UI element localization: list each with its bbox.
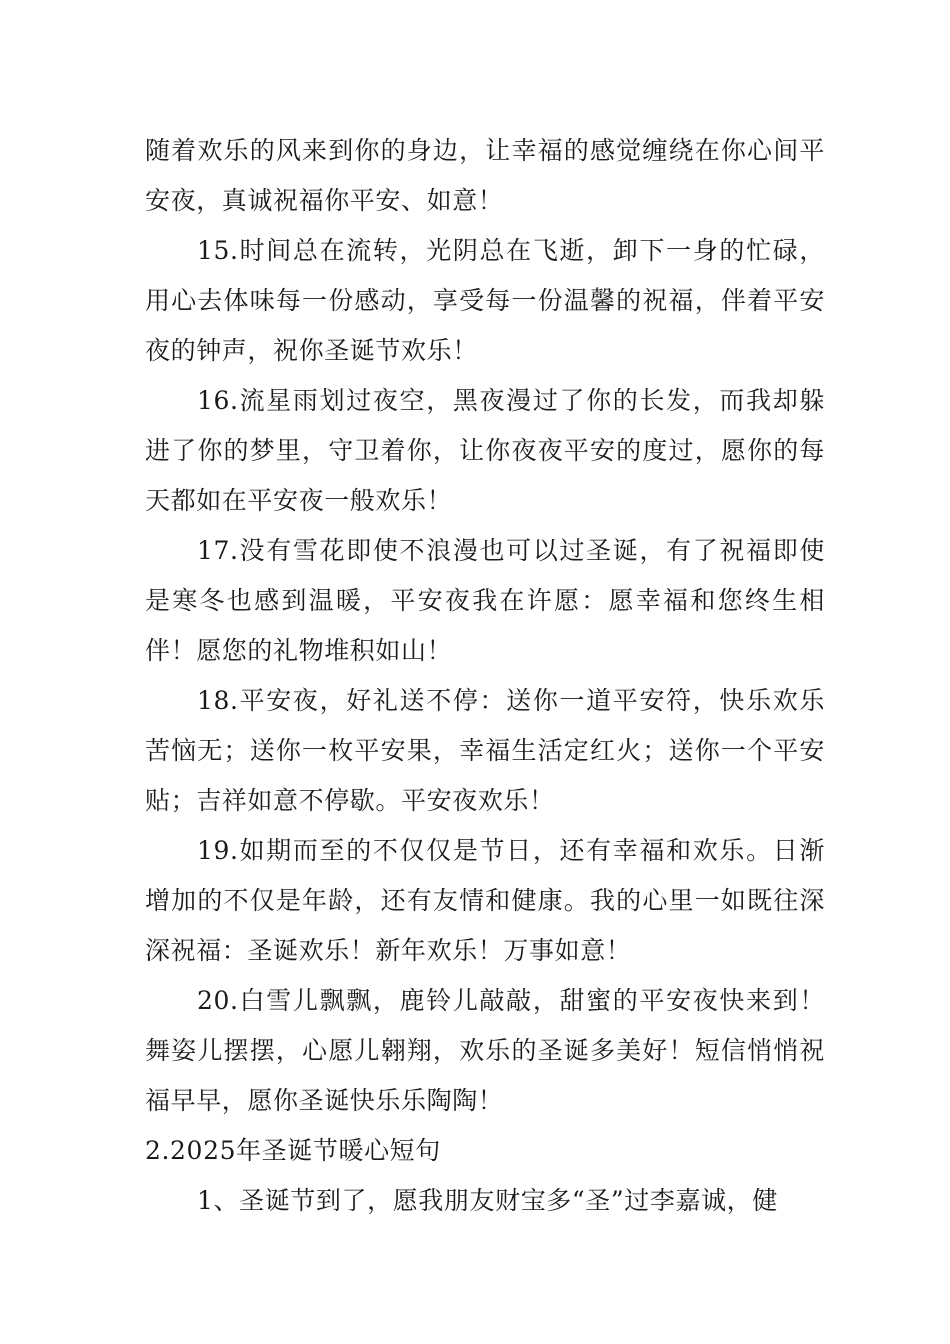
list-item: 15.时间总在流转，光阴总在飞逝，卸下一身的忙碌，用心去体味每一份感动，享受每一份温馨的祝福，伴着平安夜的钟声，祝你圣诞节欢乐！ — [145, 236, 825, 365]
list-item: 19.如期而至的不仅仅是节日，还有幸福和欢乐。日渐增加的不仅是年龄，还有友情和健康。我的心里一如既往深深祝福：圣诞欢乐！新年欢乐！万事如意！ — [145, 836, 825, 965]
list-item: 1、圣诞节到了，愿我朋友财宝多“圣”过李嘉诚，健 — [197, 1186, 778, 1215]
section-heading: 2.2025年圣诞节暖心短句 — [145, 1136, 441, 1165]
continuation-paragraph: 随着欢乐的风来到你的身边，让幸福的感觉缠绕在你心间平安夜，真诚祝福你平安、如意！ — [145, 136, 825, 215]
list-item: 20.白雪儿飘飘，鹿铃儿敲敲，甜蜜的平安夜快来到！舞姿儿摆摆，心愿儿翱翔，欢乐的圣诞多美好！短信悄悄祝福早早，愿你圣诞快乐乐陶陶！ — [145, 986, 825, 1115]
document-body — [145, 126, 825, 1226]
list-item: 18.平安夜，好礼送不停：送你一道平安符，快乐欢乐苦恼无；送你一枚平安果，幸福生活定红火；送你一个平安贴；吉祥如意不停歇。平安夜欢乐！ — [145, 686, 825, 815]
list-item: 16.流星雨划过夜空，黑夜漫过了你的长发，而我却躲进了你的梦里，守卫着你，让你夜夜平安的度过，愿你的每天都如在平安夜一般欢乐！ — [145, 386, 825, 515]
list-item: 17.没有雪花即使不浪漫也可以过圣诞，有了祝福即使是寒冬也感到温暖，平安夜我在许愿：愿幸福和您终生相伴！愿您的礼物堆积如山！ — [145, 536, 825, 665]
